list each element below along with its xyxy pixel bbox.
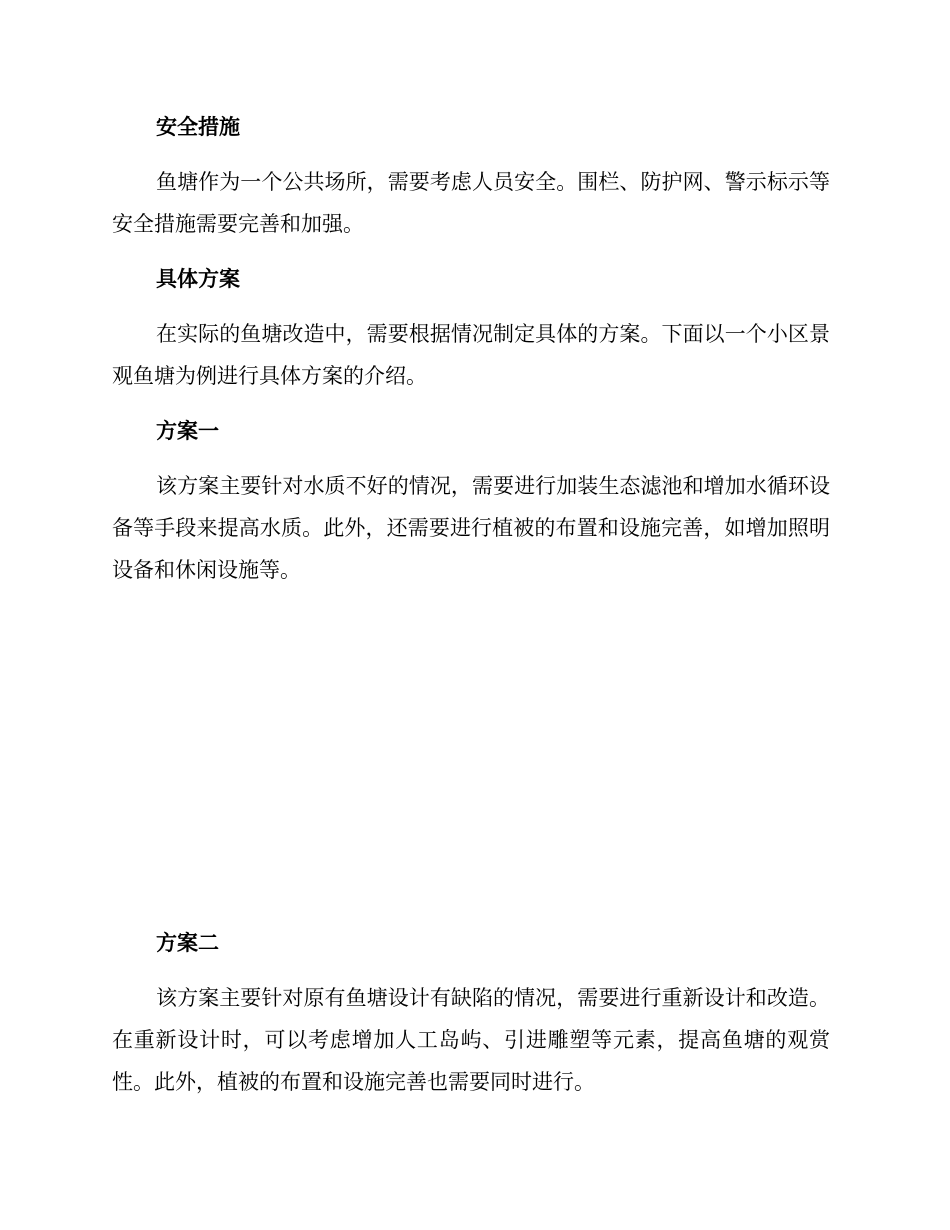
section-heading-plan: 具体方案 <box>156 266 240 291</box>
section-body-plan: 在实际的鱼塘改造中，需要根据情况制定具体的方案。下面以一个小区景观鱼塘为例进行具体方案的介绍。 <box>112 322 830 388</box>
section-body-option-two: 该方案主要针对原有鱼塘设计有缺陷的情况，需要进行重新设计和改造。在重新设计时，可以考虑增加人工岛屿、引进雕塑等元素，提高鱼塘的观赏性。此外，植被的布置和设施完善也需要同时进行。 <box>112 986 830 1094</box>
section-heading-option-one: 方案一 <box>156 418 219 443</box>
section-heading-safety: 安全措施 <box>156 114 240 139</box>
section-heading-option-two: 方案二 <box>156 930 219 955</box>
section-body-option-one: 该方案主要针对水质不好的情况，需要进行加装生态滤池和增加水循环设备等手段来提高水质。此外，还需要进行植被的布置和设施完善，如增加照明设备和休闲设施等。 <box>112 474 830 582</box>
section-body-safety: 鱼塘作为一个公共场所，需要考虑人员安全。围栏、防护网、警示标示等安全措施需要完善和加强。 <box>112 170 830 236</box>
